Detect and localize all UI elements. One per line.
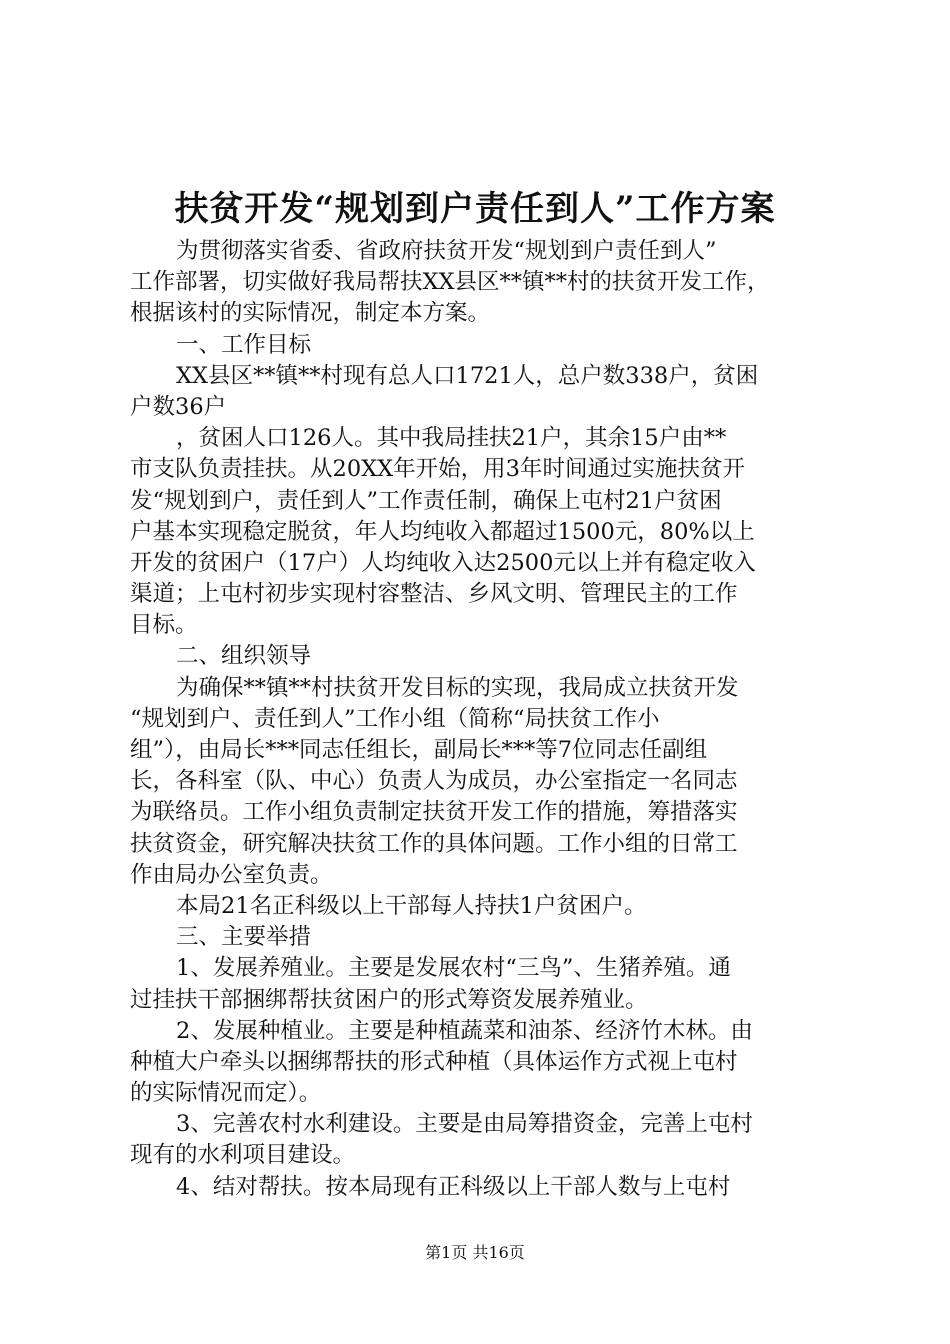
paragraph-line: 工作部署，切实做好我局帮扶XX县区**镇**村的扶贫开发工作， [130,269,770,296]
paragraph-line: 长，各科室（队、中心）负责人为成员，办公室指定一名同志 [130,768,738,795]
paragraph-line: 市支队负责挂扶。从20XX年开始，用3年时间通过实施扶贫开 [130,456,745,483]
paragraph-line: 户数36户 [130,393,227,420]
paragraph-line: 4、结对帮扶。按本局现有正科级以上干部人数与上屯村 [176,1173,731,1200]
paragraph-line: 目标。 [130,612,198,639]
paragraph-line: 2、发展种植业。主要是种植蔬菜和油茶、经济竹木林。由 [176,1017,753,1044]
section-heading: 三、主要举措 [176,924,312,951]
paragraph-line: 本局21名正科级以上干部每人持扶1户贫困户。 [176,892,647,919]
paragraph-line: 扶贫资金，研究解决扶贫工作的具体问题。工作小组的日常工 [130,830,738,857]
paragraph-line: 1、发展养殖业。主要是发展农村“三鸟”、生猪养殖。通 [176,955,731,982]
document-title: 扶贫开发“规划到户责任到人”工作方案 [174,189,776,229]
paragraph-line: 根据该村的实际情况，制定本方案。 [130,300,491,327]
paragraph-line: 过挂扶干部捆绑帮扶贫困户的形式筹资发展养殖业。 [130,986,648,1013]
paragraph-line: 开发的贫困户（17户）人均纯收入达2500元以上并有稳定收入 [130,549,756,576]
paragraph-line: 户基本实现稳定脱贫，年人均纯收入都超过1500元，80%以上 [130,518,755,545]
paragraph-line: 现有的水利项目建设。 [130,1142,356,1169]
paragraph-line: 的实际情况而定）。 [130,1080,322,1107]
paragraph-line: 作由局办公室负责。 [130,861,333,888]
paragraph-line: 为联络员。工作小组负责制定扶贫开发工作的措施，筹措落实 [130,799,738,826]
document-body [130,236,830,1203]
paragraph-line: 渠道；上屯村初步实现村容整洁、乡风文明、管理民主的工作 [130,581,738,608]
page-footer: 第1页 共16页 [425,1243,525,1262]
paragraph-line: “规划到户、责任到人”工作小组（简称“局扶贫工作小 [130,705,660,732]
section-heading: 一、工作目标 [176,331,312,358]
paragraph-line: 为贯彻落实省委、省政府扶贫开发“规划到户责任到人” [176,238,717,264]
paragraph-line: 种植大户牵头以捆绑帮扶的形式种植（具体运作方式视上屯村 [130,1048,738,1075]
section-heading: 二、组织领导 [176,643,312,670]
paragraph-line: 发“规划到户，责任到人”工作责任制，确保上屯村21户贫困 [130,487,722,514]
paragraph-line: 组”），由局长***同志任组长，副局长***等7位同志任副组 [130,737,708,763]
paragraph-line: XX县区**镇**村现有总人口1721人，总户数338户，贫困 [176,362,759,389]
paragraph-line: ，贫困人口126人。其中我局挂扶21户，其余15户由** [176,425,727,452]
paragraph-line: 3、完善农村水利建设。主要是由局筹措资金，完善上屯村 [176,1111,753,1138]
paragraph-line: 为确保**镇**村扶贫开发目标的实现，我局成立扶贫开发 [176,674,739,701]
